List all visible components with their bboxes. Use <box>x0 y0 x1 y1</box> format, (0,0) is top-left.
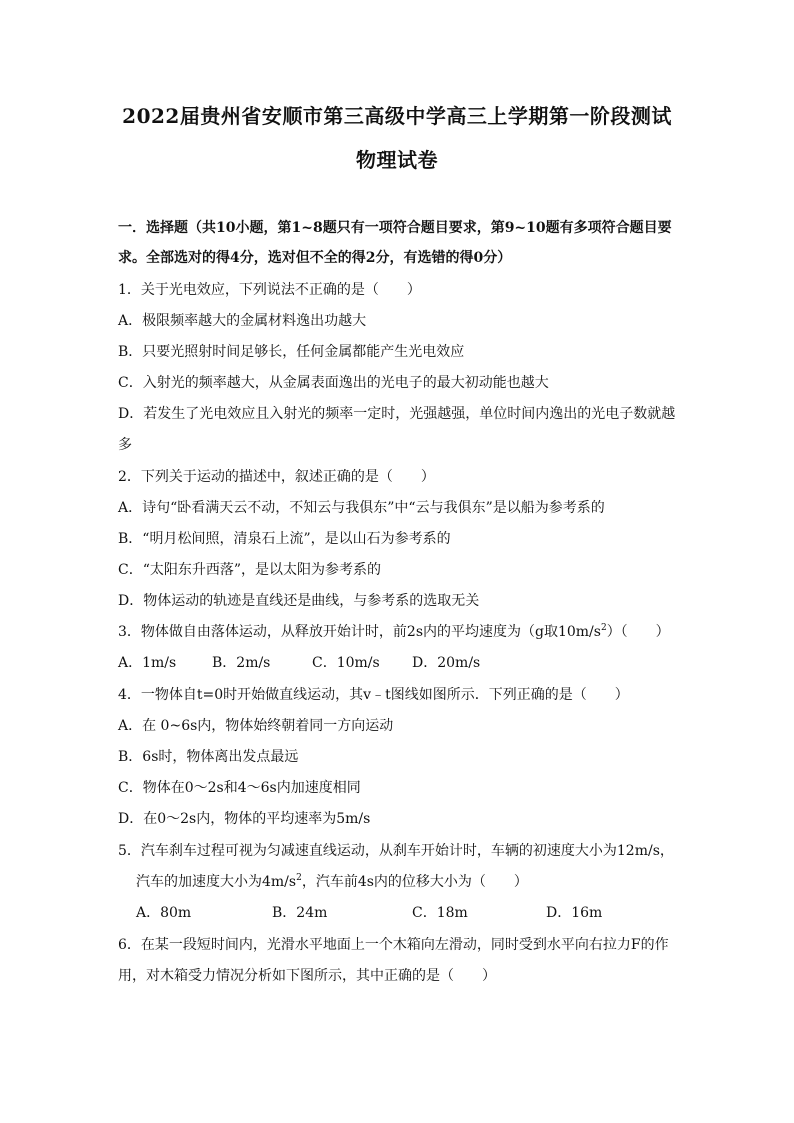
question-3-stem <box>118 623 670 641</box>
question-4-stem: 4．一物体自t=0时开始做直线运动，其v﹣t图线如图所示．下列正确的是（ ） <box>118 687 629 703</box>
question-5-stem-continued <box>136 873 528 891</box>
question-3-option-a: A．1m/s <box>118 655 177 671</box>
question-3-option-d: D．20m/s <box>412 655 481 671</box>
exam-subtitle: 物理试卷 <box>356 148 438 172</box>
question-3-stem-text: 3．物体做自由落体运动，从释放开始计时，前2s内的平均速度为（g取10m/s <box>118 624 601 640</box>
exam-title: 2022届贵州省安顺市第三高级中学高三上学期第一阶段测试 <box>122 104 672 128</box>
question-2-option-b: B．“明月松间照，清泉石上流”，是以山石为参考系的 <box>118 531 451 547</box>
question-2-option-d: D．物体运动的轨迹是直线还是曲线，与参考系的选取无关 <box>118 593 480 609</box>
question-6-stem: 6．在某一段短时间内，光滑水平地面上一个木箱向左滑动，同时受到水平向右拉力F的作 <box>118 937 669 953</box>
question-1-stem: 1．关于光电效应，下列说法不正确的是（ ） <box>118 282 421 298</box>
section-instructions-line1: 一．选择题（共10小题，第1~8题只有一项符合题目要求，第9~10题有多项符合题目要 <box>118 220 672 236</box>
question-3-option-c: C．10m/s <box>312 655 380 671</box>
question-1-option-b: B．只要光照射时间足够长，任何金属都能产生光电效应 <box>118 344 465 360</box>
question-5-option-c: C．18m <box>412 905 468 921</box>
question-4-option-d: D．在0～2s内，物体的平均速率为5m/s <box>118 811 371 827</box>
question-1-option-d: D．若发生了光电效应且入射光的频率一定时，光强越强，单位时间内逸出的光电子数就越 <box>118 406 676 422</box>
question-4-option-b: B．6s时，物体离出发点最远 <box>118 749 299 765</box>
question-3-stem-tail: ）（ ） <box>606 624 670 640</box>
question-6-stem-continued: 用，对木箱受力情况分析如下图所示，其中正确的是（ ） <box>118 968 496 984</box>
question-3-option-b: B．2m/s <box>212 655 271 671</box>
question-1-option-c: C．入射光的频率越大，从金属表面逸出的光电子的最大初动能也越大 <box>118 375 549 391</box>
question-2-stem: 2．下列关于运动的描述中，叙述正确的是（ ） <box>118 469 435 485</box>
question-2-option-a: A．诗句“卧看满天云不动，不知云与我俱东”中“云与我俱东”是以船为参考系的 <box>118 500 605 516</box>
question-4-option-c: C．物体在0～2s和4～6s内加速度相同 <box>118 780 361 796</box>
question-5-stem-superscript: 2 <box>296 873 302 883</box>
question-1-option-d-continued: 多 <box>118 437 132 453</box>
question-3-stem-superscript: 2 <box>600 623 607 633</box>
question-5-stem: 5．汽车刹车过程可视为匀减速直线运动，从刹车开始计时，车辆的初速度大小为12m/s， <box>118 843 674 859</box>
section-instructions-line2: 求。全部选对的得4分，选对但不全的得2分，有选错的得0分） <box>118 250 512 266</box>
question-5-option-d: D．16m <box>546 905 603 921</box>
question-5-stem-tail: ，汽车前4s内的位移大小为（ ） <box>301 874 528 890</box>
question-5-stem-text: 汽车的加速度大小为4m/s <box>136 874 297 890</box>
question-1-option-a: A．极限频率越大的金属材料逸出功越大 <box>118 313 367 329</box>
question-5-option-b: B．24m <box>272 905 328 921</box>
question-4-option-a: A．在 0~6s内，物体始终朝着同一方向运动 <box>118 718 394 734</box>
question-2-option-c: C．“太阳东升西落”，是以太阳为参考系的 <box>118 562 382 578</box>
question-5-option-a: A．80m <box>136 905 192 921</box>
